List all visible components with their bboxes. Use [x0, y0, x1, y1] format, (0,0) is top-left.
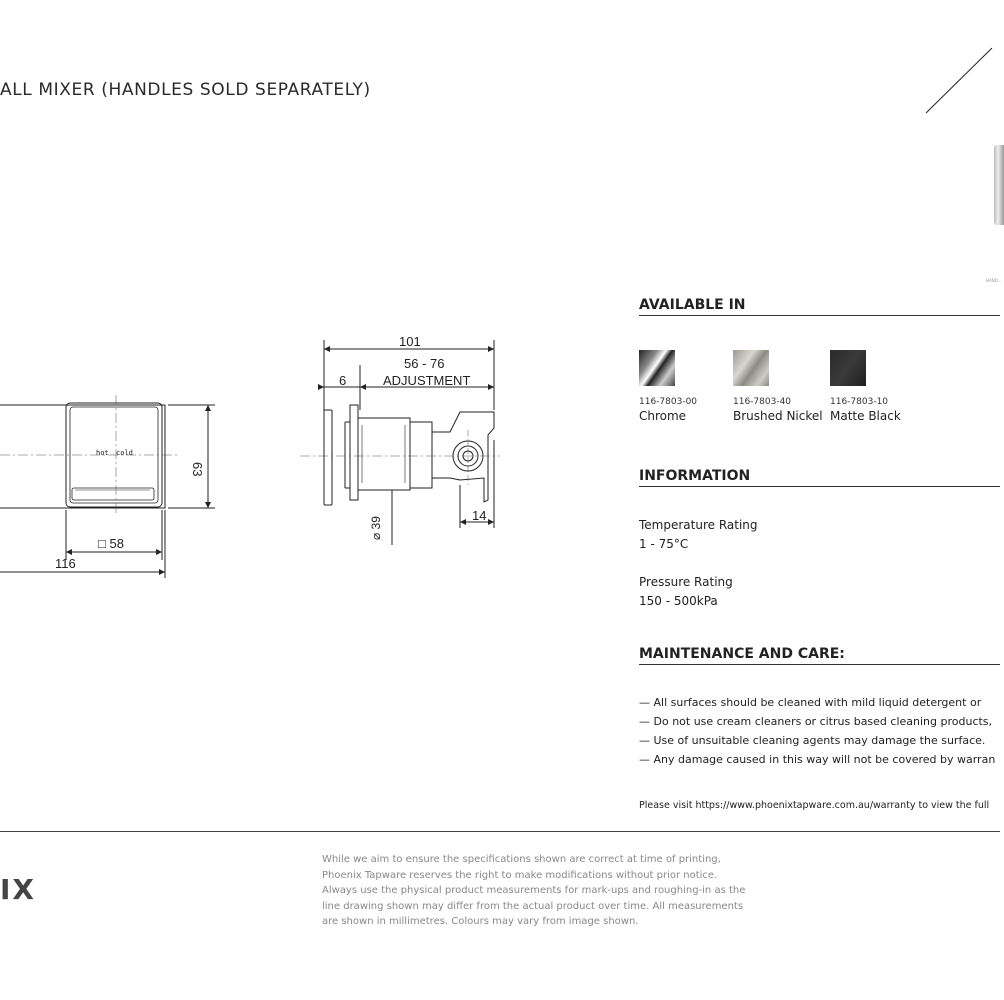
finish-code: 116-7803-40	[733, 397, 792, 407]
product-title: ALL MIXER (HANDLES SOLD SEPARATELY)	[0, 80, 371, 100]
information-heading: INFORMATION	[639, 468, 1000, 487]
temperature-label: Temperature Rating	[639, 518, 758, 532]
dim-face-label: □ 58	[98, 536, 124, 551]
disclaimer-line: While we aim to ensure the specifications shown are correct at time of printing,	[322, 854, 721, 865]
hot-label: hot	[96, 449, 109, 457]
dim-plate-label: 6	[339, 373, 347, 388]
technical-drawing	[0, 0, 620, 620]
finish-code: 116-7803-10	[830, 397, 889, 407]
care-item: — Use of unsuitable cleaning agents may damage the surface.	[639, 734, 986, 747]
thumbnail-caption: HAND...	[986, 278, 1002, 283]
product-thumbnail	[994, 145, 1004, 225]
dim-outlet-label: 14	[472, 508, 487, 523]
finish-code: 116-7803-00	[639, 397, 698, 407]
dim-diameter-label: ⌀ 39	[369, 516, 383, 540]
disclaimer-line: are shown in millimetres. Colours may vary from image shown.	[322, 916, 639, 927]
maintenance-heading: MAINTENANCE AND CARE:	[639, 646, 1000, 665]
matte-black-swatch	[830, 350, 866, 386]
dim-adjust-range-label: 56 - 76	[404, 356, 445, 371]
dim-height-label: 63	[190, 462, 205, 477]
footer-divider	[0, 831, 1000, 832]
dim-adjust-text: ADJUSTMENT	[383, 373, 471, 388]
disclaimer	[322, 852, 762, 930]
chrome-swatch	[639, 350, 675, 386]
temperature-value: 1 - 75°C	[639, 537, 689, 551]
finish-name: Brushed Nickel	[733, 409, 823, 423]
pressure-label: Pressure Rating	[639, 575, 733, 589]
decorative-diagonal-line	[920, 40, 1000, 120]
disclaimer-line: Phoenix Tapware reserves the right to make modifications without prior notice.	[322, 869, 718, 881]
cold-label: cold	[116, 449, 133, 457]
pressure-value: 150 - 500kPa	[639, 594, 718, 608]
care-item: — Any damage caused in this way will not be covered by warran	[639, 753, 996, 766]
brand-logo-text: IX	[0, 873, 37, 906]
warranty-note: Please visit https://www.phoenixtapware.com.au/warranty to view the full	[639, 800, 990, 811]
available-in-heading: AVAILABLE IN	[639, 297, 1000, 316]
brushed-nickel-swatch	[733, 350, 769, 386]
disclaimer-line: Always use the physical product measurements for mark-ups and roughing-in as the	[322, 885, 746, 896]
disclaimer-line: line drawing shown may differ from the actual product over time. All measurements	[322, 900, 744, 912]
finish-name: Chrome	[639, 409, 687, 423]
dim-width-label: 116	[55, 556, 76, 571]
care-item: — All surfaces should be cleaned with mild liquid detergent or	[639, 696, 982, 709]
side-view	[300, 340, 500, 545]
finish-name: Matte Black	[830, 409, 901, 423]
care-item: — Do not use cream cleaners or citrus based cleaning products,	[639, 715, 993, 728]
dim-overall-label: 101	[399, 334, 421, 349]
